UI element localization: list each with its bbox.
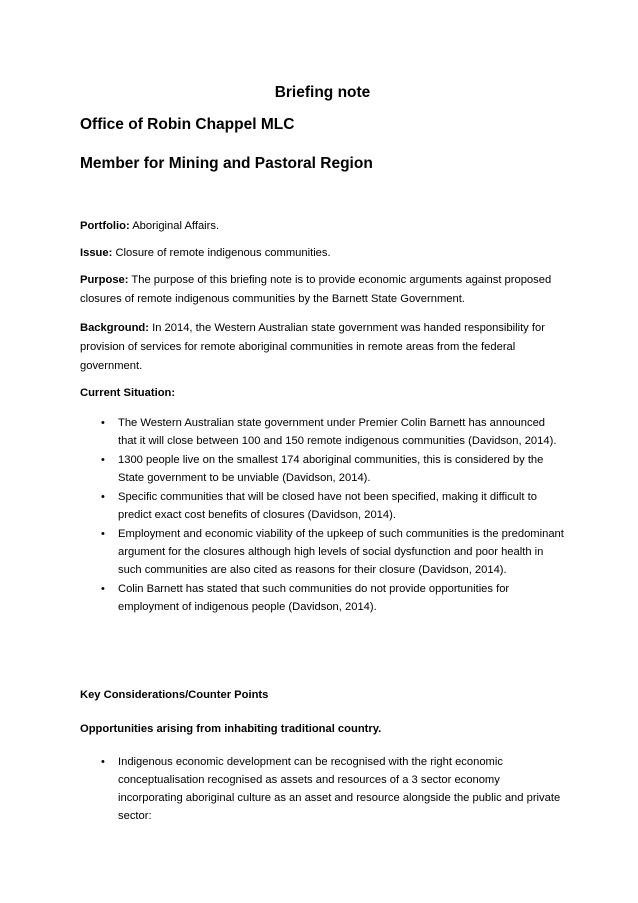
current-situation-list <box>80 414 565 617</box>
list-item-text: Specific communities that will be closed have not been specified, making it difficult to predict exact cost benefits of closures (Davidson, 2014). <box>118 491 537 521</box>
opportunities-subheading <box>80 720 565 739</box>
background-paragraph <box>80 319 565 376</box>
purpose-label: Purpose: <box>80 274 129 286</box>
bullet-icon: • <box>101 454 105 466</box>
portfolio-paragraph <box>80 217 565 236</box>
bullet-icon: • <box>101 583 105 595</box>
key-considerations-label: Key Considerations/Counter Points <box>80 689 269 701</box>
opportunities-label: Opportunities arising from inhabiting traditional country. <box>80 723 382 735</box>
list-item <box>80 488 565 524</box>
list-item <box>80 414 565 450</box>
bullet-icon: • <box>101 417 105 429</box>
issue-label: Issue: <box>80 247 113 259</box>
portfolio-label: Portfolio: <box>80 220 130 232</box>
issue-text: Closure of remote indigenous communities. <box>115 247 331 259</box>
current-situation-heading <box>80 384 565 403</box>
bullet-icon: • <box>101 756 105 768</box>
office-heading: Office of Robin Chappel MLC <box>80 116 295 133</box>
portfolio-text: Aboriginal Affairs. <box>132 220 220 232</box>
key-considerations-heading <box>80 686 565 705</box>
list-item-text: 1300 people live on the smallest 174 aboriginal communities, this is considered by the State government to be unviable (Davidson, 2014). <box>118 454 544 484</box>
purpose-paragraph <box>80 271 565 309</box>
background-label: Background: <box>80 322 149 334</box>
member-heading: Member for Mining and Pastoral Region <box>80 155 373 172</box>
list-item <box>80 580 565 616</box>
background-text: In 2014, the Western Australian state government was handed responsibility for provision of services for remote aboriginal communities in remote areas from the federal government. <box>80 322 545 372</box>
document-title: Briefing note <box>274 84 371 101</box>
bullet-icon: • <box>101 528 105 540</box>
list-item-text: Employment and economic viability of the upkeep of such communities is the predominant argument for the closures although high levels of social dysfunction and poor health in such communities are also cited as reasons for their closure (Davidson, 2014). <box>118 528 564 576</box>
purpose-text: The purpose of this briefing note is to provide economic arguments against proposed closures of remote indigenous communities by the Barnett State Government. <box>80 274 552 305</box>
list-item-text: Colin Barnett has stated that such communities do not provide opportunities for employment of indigenous people (Davidson, 2014). <box>118 583 510 613</box>
issue-paragraph <box>80 244 565 263</box>
list-item <box>80 753 565 825</box>
list-item-text: The Western Australian state government under Premier Colin Barnett has announced that it will close between 100 and 150 remote indigenous communities (Davidson, 2014). <box>118 417 557 447</box>
list-item <box>80 525 565 579</box>
bullet-icon: • <box>101 491 105 503</box>
current-situation-label: Current Situation: <box>80 387 176 399</box>
key-considerations-list <box>80 753 565 826</box>
list-item <box>80 451 565 487</box>
list-item-text: Indigenous economic development can be recognised with the right economic conceptualisation recognised as assets and resources of a 3 sector economy incorporating aboriginal culture as an asset and resource alongside the public and private sector: <box>118 756 561 822</box>
